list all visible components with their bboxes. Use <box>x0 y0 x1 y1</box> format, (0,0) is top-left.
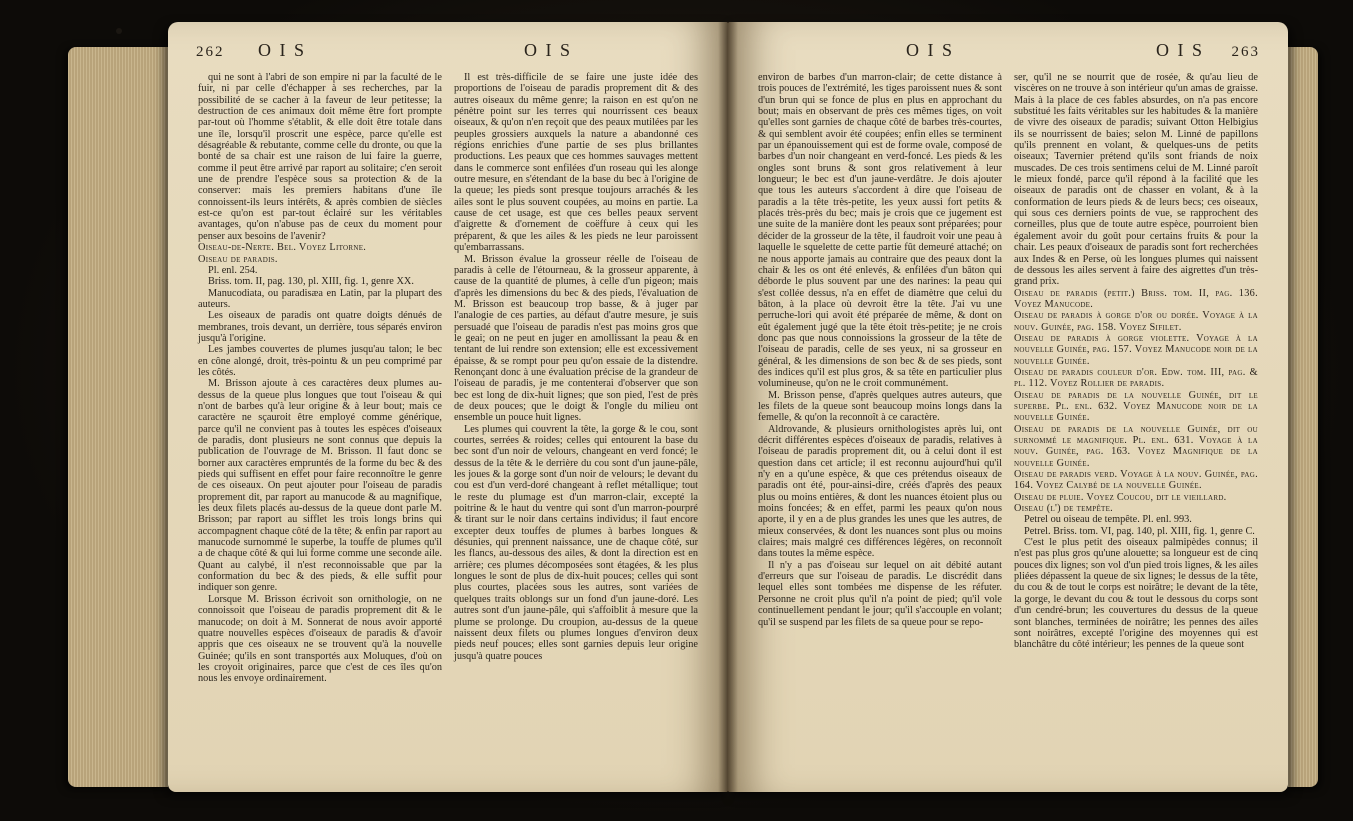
entry-heading: Oiseau de paradis à gorge violette. Voyage à la nouvelle Guinée, pag. 157. Voyez Manucode noir de la nouvelle Guinée. <box>1014 332 1258 367</box>
reference: Petrel. Briss. tom. VI, pag. 140, pl. XIII, fig. 1, genre C. <box>1024 525 1255 537</box>
page-edges-right <box>1288 47 1318 787</box>
paragraph: qui ne sont à l'abri de son empire ni par la faculté de le fuir, ni par celle d'échapper à ses recherches, par la possibilité de se cacher à la faveur de leur petitesse; la destruction de ces animaux doit même être fort prompte par-tout où l'homme s'établit, & elle doit être totale dans une île, lorsqu'il proscrit une espèce, parce qu'elle est désagréable & rebutante, comme celle du dronte, ou que la bonté de sa chair est une raison de lui faire la guerre, comme il peut être arrivé par raport au solitaire; c'en seroit une de prendre l'espèce sous sa protection & de la conserver: mais les premiers habitans d'une île connoissent-ils leurs intérêts, & après combien de siècles est-ce qu'on est par-tout éclairé sur les véritables avantages, qu'on n'abuse pas de ceux du moment pour penser aux besoins de l'avenir? <box>198 72 442 242</box>
paragraph: C'est le plus petit des oiseaux palmipèdes connus; il n'est pas plus gros qu'une alouette; sa longueur est de cinq pouces dix lignes; son vol d'un pied trois lignes, & les ailes pliées dépassent la queue de six lignes; le dessus de la tête, du cou & de tout le corps est noirâtre; le devant de la tête, la gorge, le devant du cou & tout le dessous du corps sont d'un cendré-brun; les couvertures du dessus de la queue sont blanches, terminées de noirâtre; les pennes des ailes sont noirâtres, excepté l'origine des moyennes qui est blanchâtre du côté intérieur; les pennes de la queue sont <box>1014 537 1258 651</box>
ink-spot <box>116 28 122 34</box>
paragraph: Lorsque M. Brisson écrivoit son ornithologie, on ne connoissoit que l'oiseau de paradis proprement dit & le manucode; on doit à M. Sonnerat de nous avoir apporté quatre nouvelles espèces d'oiseaux de paradis & d'avoir appris que ces oiseaux ne se trouvent qu'à la nouvelle Guinée; qu'ils en sont transportés aux Moluques, d'où on les croyoit originaires, parce que c'est de ces îles qu'on nous les envoye ordinairement. <box>198 593 442 685</box>
open-book <box>68 22 1318 812</box>
reference: Petrel ou oiseau de tempête. Pl. enl. 993. <box>1024 514 1192 526</box>
paragraph: Il est très-difficile de se faire une juste idée des proportions de l'oiseau de paradis proprement dit & des autres oiseaux du même genre; la raison en est qu'on ne pénètre point sur les terres qui nourrissent ces beaux oiseaux, & qu'on n'en reçoit que des peaux mutilées par les peuples grossiers auxquels la nature a abandonné ces régions enrichies d'une partie de ses plus brillantes productions. Les peaux que ces hommes sauvages mettent dans le commerce sont enfilées d'un roseau qui les alonge outre mesure, en s'étendant de la base du bec à l'origine de la queue; les pieds sont presque toujours arrachés & les ailes sont le plus souvent coupées, au moins en partie. La cause de cet usage, est que ces belles peaux servent d'aigrette & d'ornement de coëffure à ceux qui les préparent, & que les ailes & les pieds ne leur paroissent qu'embarrassans. <box>454 72 698 254</box>
running-title-left-b: O I S <box>524 40 573 60</box>
right-column-2 <box>1014 72 1258 651</box>
paragraph: Aldrovande, & plusieurs ornithologistes après lui, ont décrit différentes espèces d'oiseaux de paradis, relatives à l'oiseau de paradis proprement dit, ou à celui dont il est question dans cet article; il est reconnu aujourd'hui qu'il n'y en a qu'une espèce, & que ces prétendus oiseaux de paradis ont été, pour-ainsi-dire, créés d'après des peaux plus ou moins entières, & dont les nuances étoient plus ou moins foncées; & en effet, parmi les peaux qu'on nous aporte, il y en a de plus grandes les unes que les autres, de mieux conservées, & dont les nuances sont plus ou moins claires; mais malgré ces différences légères, on reconnoît dans toutes la même espèce. <box>758 423 1002 560</box>
paragraph: Les jambes couvertes de plumes jusqu'au talon; le bec en cône alongé, droit, très-pointu & un peu comprimé par les côtés. <box>198 344 442 378</box>
entry-heading: Oiseau de paradis verd. Voyage à la nouv. Guinée, pag. 164. Voyez Calybé de la nouvelle Guinée. <box>1014 469 1258 492</box>
paragraph: Les plumes qui couvrent la tête, la gorge & le cou, sont courtes, serrées & roides; celles qui entourent la base du bec sont d'un noir de velours, changeant en verd foncé; le dessus de la tête & le derrière du cou sont d'un jaune-pâle, les joues & la gorge sont d'un noir de velours; le devant du cou est d'un verd-doré changeant à reflet métallique; tout le reste du plumage est d'un marron-clair, excepté la poitrine & le haut du ventre qui sont d'un marron-pourpré & tirant sur le noir dans certains individus; il faut encore excepter deux touffes de plumes à barbes longues & désunies, qui prennent naissance, une de chaque côté, sur les flancs, au-dessous des ailes, & dont la direction est en arrière; ces plumes décomposées sont étagées, & les plus longues le sont de plus de dix-huit pouces; celles qui sont plus courtes, placées sous les autres, sont variées de quelques traits oblongs sur un fond d'un jaune-doré. Les autres sont d'un jaune-pâle, qui s'affoiblit à mesure que la plume se prolonge. Du croupion, au-dessus de la queue naissent deux filets ou plumes longues d'environ deux pieds neuf pouces; elles sont garnies depuis leur origine jusqu'à quatre pouces <box>454 423 698 662</box>
right-page <box>728 22 1288 792</box>
entry-heading: Oiseau de paradis de la nouvelle Guinée, dit ou surnommé le magnifique. Pl. enl. 631. Voyage à la nouv. Guinée, pag. 163. Voyez Magnifique de la nouvelle Guinée. <box>1014 423 1258 469</box>
page-number-left: 262 <box>196 44 225 60</box>
running-head-right <box>756 40 1260 66</box>
paragraph: Manucodiata, ou paradisæa en Latin, par la plupart des auteurs. <box>198 287 442 310</box>
entry-heading: Oiseau de paradis couleur d'or. Edw. tom. III, pag. & pl. 112. Voyez Rollier de paradis. <box>1014 366 1258 390</box>
left-column-2 <box>454 72 698 662</box>
running-head-left <box>196 40 700 66</box>
right-column-1 <box>758 72 1002 628</box>
running-title-left-a: O I S <box>258 40 307 60</box>
paragraph: Les oiseaux de paradis ont quatre doigts dénués de membranes, trois devant, un derrière, tous séparés environ jusqu'à l'origine. <box>198 310 442 344</box>
paragraph: Il n'y a pas d'oiseau sur lequel on ait débité autant d'erreurs que sur l'oiseau de paradis. Le discrédit dans lequel elles sont tombées me dispense de les réfuter. Personne ne croit plus qu'il n'a point de pied; qu'il vole continuellement pendant le jour; qu'il s'accouple en volant; qu'il se suspend par les filets de sa queue pour se repo- <box>758 559 1002 628</box>
left-column-1 <box>198 72 442 685</box>
entry-heading: Oiseau (l') de tempête. <box>1014 503 1114 515</box>
entry-heading: Oiseau de paradis. <box>198 253 278 265</box>
paragraph: M. Brisson pense, d'après quelques autres auteurs, que les filets de la queue sont beaucoup moins longs dans la femelle, & qu'on la reconnoît à ce caractère. <box>758 389 1002 424</box>
entry-heading: Oiseau de paradis de la nouvelle Guinée, dit le superbe. Pl. enl. 632. Voyez Manucode noir de la nouvelle Guinée. <box>1014 389 1258 424</box>
running-title-right-a: O I S <box>906 40 955 60</box>
running-title-right-b: O I S <box>1156 40 1205 60</box>
book-gutter <box>718 22 738 792</box>
entry-heading: Oiseau-de-Nerte. Bel. Voyez Litorne. <box>198 242 367 254</box>
page-edges-left <box>68 47 168 787</box>
paragraph: environ de barbes d'un marron-clair; de cette distance à trois pouces de l'extrémité, les tiges paroissent nues & sont d'un brun qui se fonce de plus en plus en approchant du bout; mais en observant de près ces mêmes tiges, on voit qu'elles sont garnies de chaque côté de barbes très-courtes, & qui semblent avoir été coupées; enfin elles se terminent par un épanouissement qui est de forme ovale, composé de barbes d'un noir changeant en verd-foncé. Les pieds & les ongles sont bruns & sont gros relativement à leur longueur; le bec est d'un jaune-verdâtre. Je dois ajouter que tous les auteurs s'accordent à dire que l'oiseau de paradis a la tête très-petite, les yeux aussi fort petits & placés très-près du bec; mais je crois que ce jugement est une suite de la manière dont les peaux sont préparées; pour décider de la grosseur de la tête, il faudroit voir une peau à laquelle le squelette de cette partie fût demeuré attaché; on ne nous apporte jamais au contraire que des peaux dont la chair & les os ont été enlevés, & enfilées d'un bâton qui déborde le plus souvent par une des narines: la peau qui s'est collée dessus, n'a en effet de diamètre que celui du bâton, à la place où devroit être la tête. J'ai vu une perruche-lori qui avoit été préparée de même, & dont on eût également jugé que la tête étoit très-petite; je ne crois donc pas que nous connoissions la grosseur de la tête de l'oiseau de paradis, celle de ses yeux, ni sa grosseur en général, & les dimensions de son bec & de ses pieds, sont des indices qu'il est plus gros, & sa tête en particulier plus volumineuse, qu'on ne le croit communément. <box>758 72 1002 390</box>
reference: Pl. enl. 254. <box>208 264 258 276</box>
paragraph: M. Brisson évalue la grosseur réelle de l'oiseau de paradis à celle de l'étourneau, & la grosseur apparente, à cause de la quantité de plumes, à celle d'un pigeon; mais d'après les dimensions du bec & des pieds, l'évaluation de M. Brisson est beaucoup trop basse, & à juger par l'analogie de ces parties, au défaut d'autre mesure, je suis persuadé que l'oiseau de paradis n'est pas moins gros que le geai; on ne peut en juger en amollissant la peau & en tentant de lui rendre son extension; elle est excessivement épaisse, & se rompt pour peu qu'on essaie de la distendre. Renonçant donc à une évaluation précise de la grandeur de l'oiseau de paradis, je me contenterai d'observer que son bec est long de dix-huit lignes; que son pied, l'est de près de deux pouces; que le doigt & l'ongle du milieu ont ensemble un pouce huit lignes. <box>454 253 698 424</box>
paragraph: M. Brisson ajoute à ces caractères deux plumes au-dessus de la queue plus longues que tout l'oiseau & qui n'ont de barbes qu'à leur origine & à leur bout; mais ce caractère ne sçauroit être employé comme générique, parce qu'il ne convient pas à toutes les espèces d'oiseaux de paradis, dont plusieurs ne sont connus que depuis la publication de l'ouvrage de M. Brisson. Il faut donc se borner aux caractères empruntés de la forme du bec & des pieds qui suffisent en effet pour faire reconnoître le genre de ces oiseaux. On peut ajouter pour l'oiseau de paradis proprement dit, par raport au manucode & au magnifique, les deux filets placés au-dessus de la queue dont parle M. Brisson; par raport au sifflet les trois longs brins qui accompagnent chaque côté de la tête; & enfin par raport au manucode surnommé le superbe, la touffe de plumes qu'il a de chaque côté & qui lui forme comme une seconde aile. Quant au calybé, il n'est reconnoissable que par la conformation du bec & des pieds, & elle suffit pour indiquer son genre. <box>198 378 442 594</box>
paragraph: ser, qu'il ne se nourrit que de rosée, & qu'au lieu de viscères on ne trouve à son intérieur qu'un amas de graisse. Mais à la place de ces fables absurdes, on n'a pas encore substitué les faits véritables sur les habitudes & la manière de vivre des oiseaux de paradis; suivant Otton Helbigius ils se nourrissent de baies; selon M. Linné de papillons qu'ils prennent en volant, & quelques-uns de petits oiseaux; Tavernier prétend qu'ils sont friands de noix muscades. De ces trois sentimens celui de M. Linné paroît le mieux fondé, parce qu'il répond à la facilité que les oiseaux de paradis ont de chasser en volant, & à la conformation de leurs pieds & de leurs becs; ces oiseaux, qui sous ces derniers points de vue, se rapprochent des corneilles, plus que de toute autre espèce, pourroient bien également avoir du goût pour certains fruits & pour la chair. Les peaux d'oiseaux de paradis sont fort recherchées aux Indes & en Perse, où les longues plumes qui naissent de dessous les ailes servent à faire des aigrettes d'un très-grand prix. <box>1014 72 1258 288</box>
entry-heading: Oiseau de paradis à gorge d'or ou dorée. Voyage à la nouv. Guinée, pag. 158. Voyez Sifilet. <box>1014 310 1258 333</box>
left-page <box>168 22 728 792</box>
page-number-right: 263 <box>1231 44 1260 60</box>
entry-heading: Oiseau de paradis (petit.) Briss. tom. II, pag. 136. Voyez Manucode. <box>1014 287 1258 310</box>
entry-heading: Oiseau de pluie. Voyez Coucou, dit le vieillard. <box>1014 491 1227 503</box>
reference: Briss. tom. II, pag. 130, pl. XIII, fig. 1, genre XX. <box>208 276 414 288</box>
